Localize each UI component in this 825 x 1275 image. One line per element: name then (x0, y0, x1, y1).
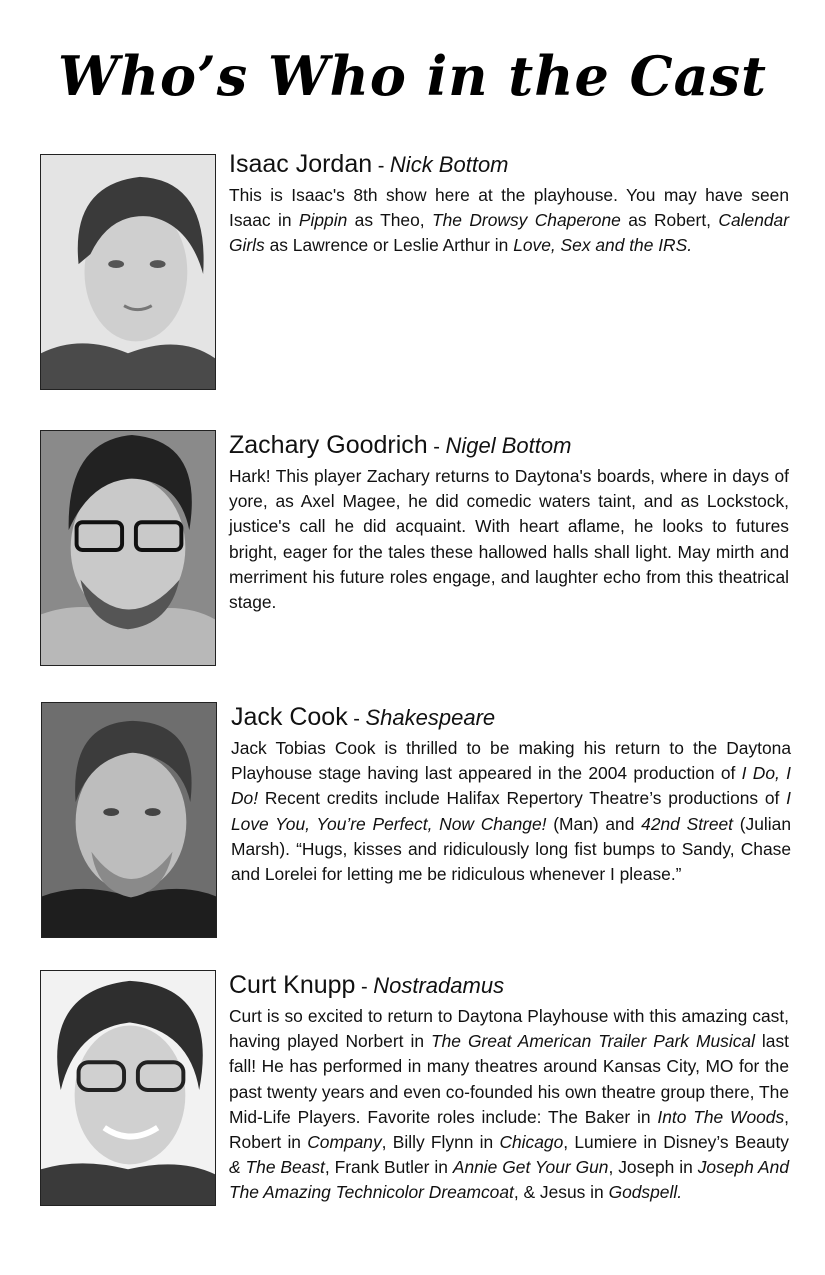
headshot-photo (40, 970, 216, 1206)
bio-text: , Joseph in (608, 1157, 698, 1178)
actor-bio (229, 183, 789, 259)
show-title: Love, Sex and the IRS. (513, 235, 693, 256)
character-role: Nostradamus (373, 973, 505, 998)
name-separator: - (427, 436, 446, 458)
bio-text: Recent credits include Halifax Repertory Theatre’s productions of (258, 788, 787, 809)
actor-name: Zachary Goodrich (229, 431, 428, 459)
actor-name: Jack Cook (231, 703, 348, 731)
name-separator: - (355, 976, 374, 998)
cast-name-line (231, 702, 791, 734)
cast-text (229, 970, 789, 1206)
bio-text: last fall! He has performed in many theatres around Kansas City, MO for the past twenty years and even co-founded his own theatre group there, The Mid-Life Players. Favorite roles include: The Baker in (229, 1031, 789, 1127)
bio-text: This is Isaac's 8th show here at the playhouse. You may have seen Isaac in (229, 185, 789, 231)
bio-text: (Julian Marsh). “Hugs, kisses and ridiculously long fist bumps to Sandy, Chase and Lorelei for letting me be ridiculous whenever I please.” (231, 813, 791, 885)
show-title: Annie Get Your Gun (452, 1157, 609, 1178)
cast-text (229, 430, 789, 615)
bio-text: as Theo, (347, 210, 432, 231)
page-title: Who’s Who in the Cast (58, 44, 767, 108)
show-title: The Drowsy Chaperone (432, 210, 621, 231)
headshot-photo (41, 702, 217, 938)
actor-name: Isaac Jordan (229, 150, 373, 178)
headshot-photo (40, 430, 216, 666)
show-title: I Do, I Do! (231, 763, 791, 809)
bio-text: , & Jesus in (513, 1182, 609, 1203)
cast-name-line (229, 430, 789, 462)
character-role: Nigel Bottom (445, 433, 572, 458)
show-title: Into The Woods (657, 1106, 785, 1127)
character-role: Shakespeare (365, 705, 496, 730)
bio-text: Jack Tobias Cook is thrilled to be making his return to the Daytona Playhouse stage having last appeared in the 2004 production of (231, 738, 791, 784)
cast-name-line (229, 970, 789, 1002)
show-title: Godspell. (608, 1182, 683, 1203)
character-role: Nick Bottom (389, 152, 509, 177)
headshot-photo (40, 154, 216, 390)
actor-bio (231, 736, 791, 887)
show-title: I Love You, You’re Perfect, Now Change! (231, 788, 791, 834)
bio-text: , Robert in (229, 1106, 789, 1153)
show-title: Joseph And The Amazing Technicolor Dreamcoat (229, 1157, 789, 1203)
show-title: The Great American Trailer Park Musical (431, 1031, 755, 1052)
actor-bio (229, 1004, 789, 1206)
actor-bio (229, 464, 789, 615)
bio-text: Curt is so excited to return to Daytona Playhouse with this amazing cast, having played Norbert in (229, 1006, 789, 1052)
show-title: Company (307, 1132, 382, 1153)
cast-text (231, 702, 791, 887)
bio-text: , Lumiere in Disney’s Beauty (563, 1132, 789, 1153)
bio-text: as Robert, (620, 210, 719, 231)
show-title: Pippin (298, 210, 348, 231)
show-title: Chicago (499, 1132, 564, 1153)
bio-text: (Man) and (546, 813, 642, 834)
show-title: & The Beast (229, 1157, 325, 1178)
show-title: Calendar Girls (229, 210, 789, 256)
bio-text: as Lawrence or Leslie Arthur in (264, 235, 514, 256)
name-separator: - (372, 155, 390, 177)
bio-text: , Frank Butler in (324, 1157, 453, 1178)
bio-text: Hark! This player Zachary returns to Daytona's boards, where in days of yore, as Axel Magee, he did comedic waters taint, and as Lockstock, justice's call he did acquaint. With heart aflame, he looks to futures bright, eager for the tales these hallowed halls shall light. May mirth and merriment his future roles engage, and laughter echo from this theatrical stage. (229, 466, 789, 613)
show-title: 42nd Street (641, 813, 733, 834)
cast-name-line (229, 149, 789, 181)
cast-text (229, 149, 789, 259)
bio-text: , Billy Flynn in (381, 1132, 500, 1153)
actor-name: Curt Knupp (229, 971, 356, 999)
name-separator: - (347, 708, 366, 730)
